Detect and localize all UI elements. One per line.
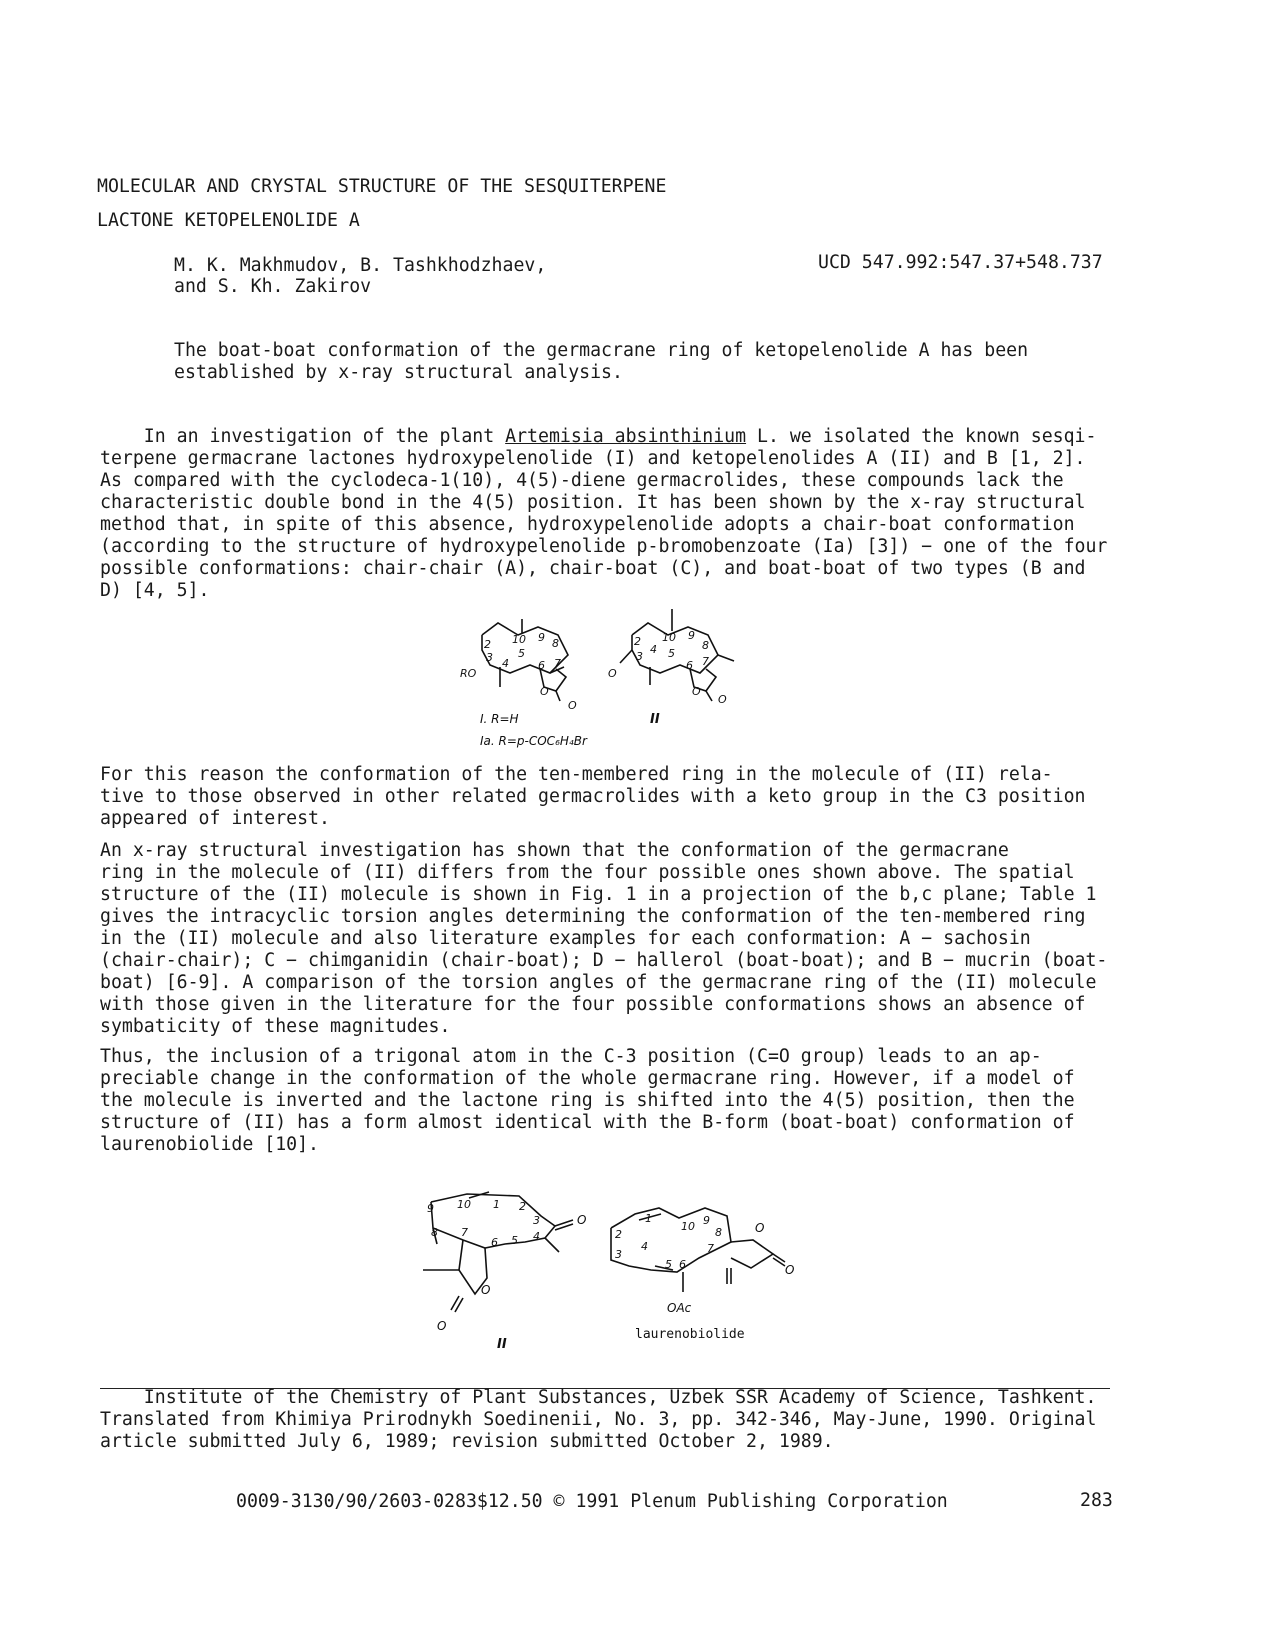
svg-text:O: O <box>692 685 701 698</box>
structure-II-model-drawing <box>423 1192 586 1333</box>
structures-figure-2 <box>415 1188 815 1358</box>
text-line: gives the intracyclic torsion angles determining the conformation of the ten-membered ring <box>100 906 1086 927</box>
text-line: Institute of the Chemistry of Plant Substances, Uzbek SSR Academy of Science, Tashkent. <box>100 1387 1097 1408</box>
svg-text:5: 5 <box>511 1234 518 1247</box>
svg-text:5: 5 <box>668 647 675 660</box>
svg-text:3: 3 <box>486 651 493 664</box>
oac-group: OAc <box>667 1301 692 1315</box>
text-line: For this reason the conformation of the ten-membered ring in the molecule of (II) rela- <box>100 764 1053 785</box>
svg-text:5: 5 <box>518 647 525 660</box>
svg-text:10: 10 <box>457 1198 471 1211</box>
text-line: characteristic double bond in the 4(5) position. It has been shown by the x-ray structural <box>100 492 1086 513</box>
svg-text:4: 4 <box>533 1230 540 1243</box>
svg-text:2: 2 <box>615 1228 622 1241</box>
text-line: Thus, the inclusion of a trigonal atom in the C-3 position (C=O group) leads to an ap- <box>100 1046 1042 1067</box>
svg-text:9: 9 <box>427 1202 434 1215</box>
authors-line-1: M. K. Makhmudov, B. Tashkhodzhaev, <box>174 255 547 276</box>
text-line: In an investigation of the plant Artemisia absinthinium L. we isolated the known sesqi- <box>100 426 1097 447</box>
text-line: possible conformations: chair-chair (A), chair-boat (C), and boat-boat of two types (B and <box>100 558 1086 579</box>
text-line: appeared of interest. <box>100 808 330 829</box>
svg-text:8: 8 <box>552 637 559 650</box>
svg-text:7: 7 <box>707 1242 714 1255</box>
svg-text:6: 6 <box>538 659 545 672</box>
abstract-line-2: established by x-ray structural analysis. <box>174 362 623 383</box>
svg-text:O: O <box>481 1283 491 1297</box>
svg-text:6: 6 <box>679 1258 686 1271</box>
label-structure-II: II <box>650 712 660 727</box>
text-line: structure of (II) has a form almost identical with the B-form (boat-boat) conformation of <box>100 1112 1075 1133</box>
svg-text:9: 9 <box>538 631 545 644</box>
svg-text:8: 8 <box>431 1226 438 1239</box>
text-line: symbaticity of these magnitudes. <box>100 1016 451 1037</box>
svg-text:O: O <box>437 1319 447 1333</box>
text-line: terpene germacrane lactones hydroxypelenolide (I) and ketopelenolides A (II) and B [1, 2]. <box>100 448 1086 469</box>
structure-I-drawing <box>460 619 577 712</box>
svg-text:2: 2 <box>519 1200 526 1213</box>
svg-text:3: 3 <box>533 1214 540 1227</box>
text-line: method that, in spite of this absence, hydroxypelenolide adopts a chair-boat conformation <box>100 514 1075 535</box>
label-structure-I: I. R=H <box>480 712 519 726</box>
svg-text:4: 4 <box>502 657 509 670</box>
svg-text:7: 7 <box>554 657 561 670</box>
label-structure-Ia: Ia. R=p-COC₆H₄Br <box>480 734 587 748</box>
svg-text:10: 10 <box>512 633 526 646</box>
text-line: (chair-chair); C − chimganidin (chair-boat); D − hallerol (boat-boat); and B − mucrin (boat- <box>100 950 1108 971</box>
svg-text:8: 8 <box>715 1226 722 1239</box>
svg-text:1: 1 <box>493 1198 500 1211</box>
svg-text:8: 8 <box>702 639 709 652</box>
text-line: ring in the molecule of (II) differs from the four possible ones shown above. The spatial <box>100 862 1075 883</box>
svg-text:1: 1 <box>645 1212 652 1225</box>
text-line: with those given in the literature for the four possible conformations shows an absence of <box>100 994 1086 1015</box>
page-number: 283 <box>1080 1490 1113 1511</box>
svg-text:O: O <box>755 1221 765 1235</box>
svg-text:RO: RO <box>460 667 477 680</box>
svg-text:3: 3 <box>636 650 643 663</box>
text-line: boat) [6-9]. A comparison of the torsion angles of the germacrane ring of the (II) molecule <box>100 972 1097 993</box>
svg-text:9: 9 <box>703 1214 710 1227</box>
svg-text:10: 10 <box>681 1220 695 1233</box>
svg-text:O: O <box>568 699 577 712</box>
text-line: article submitted July 6, 1989; revision submitted October 2, 1989. <box>100 1431 834 1452</box>
svg-text:6: 6 <box>491 1236 498 1249</box>
abstract-line-1: The boat-boat conformation of the germacrane ring of ketopelenolide A has been <box>174 340 1029 361</box>
svg-text:O: O <box>785 1263 795 1277</box>
paragraph-conclusion <box>100 1046 1120 1156</box>
text-line: D) [4, 5]. <box>100 580 210 601</box>
structure-II-drawing <box>608 609 734 706</box>
udc-code: UCD 547.992:547.37+548.737 <box>818 252 1103 273</box>
title-line-1: MOLECULAR AND CRYSTAL STRUCTURE OF THE SESQUITERPENE <box>97 176 667 197</box>
svg-text:O: O <box>577 1213 587 1227</box>
text-line: An x-ray structural investigation has shown that the conformation of the germacrane <box>100 840 1009 861</box>
label-laurenobiolide: laurenobiolide <box>635 1327 745 1342</box>
species-name: Artemisia absinthinium <box>505 426 747 447</box>
text-line: As compared with the cyclodeca-1(10), 4(5)-diene germacrolides, these compounds lack the <box>100 470 1064 491</box>
text-line: laurenobiolide [10]. <box>100 1134 319 1155</box>
title-line-2: LACTONE KETOPELENOLIDE A <box>97 210 360 231</box>
svg-text:7: 7 <box>702 655 709 668</box>
svg-text:2: 2 <box>634 635 641 648</box>
text-line: the molecule is inverted and the lactone ring is shifted into the 4(5) position, then the <box>100 1090 1075 1111</box>
text-line: preciable change in the conformation of the whole germacrane ring. However, if a model of <box>100 1068 1075 1089</box>
authors-line-2: and S. Kh. Zakirov <box>174 276 372 297</box>
footnote <box>100 1387 1120 1453</box>
paragraph-conformation-interest <box>100 764 1120 830</box>
svg-text:6: 6 <box>686 659 693 672</box>
svg-text:3: 3 <box>615 1248 622 1261</box>
svg-text:7: 7 <box>461 1226 468 1239</box>
svg-text:O: O <box>718 693 727 706</box>
text-line: structure of the (II) molecule is shown in Fig. 1 in a projection of the b,c plane; Table 1 <box>100 884 1097 905</box>
svg-text:2: 2 <box>484 638 491 651</box>
svg-text:O: O <box>540 685 549 698</box>
structures-figure-1 <box>440 605 770 755</box>
footer-code: 0009-3130/90/2603-0283$12.50 © 1991 Plenum Publishing Corporation <box>236 1491 948 1512</box>
svg-text:O: O <box>608 667 617 680</box>
text-line: Translated from Khimiya Prirodnykh Soedinenii, No. 3, pp. 342-346, May-June, 1990. Original <box>100 1409 1097 1430</box>
svg-text:10: 10 <box>662 631 676 644</box>
paragraph-xray-results <box>100 840 1120 1038</box>
text-line: in the (II) molecule and also literature examples for each conformation: A − sachosin <box>100 928 1031 949</box>
text-line: tive to those observed in other related germacrolides with a keto group in the C3 position <box>100 786 1086 807</box>
paragraph-intro <box>100 426 1120 602</box>
svg-text:5: 5 <box>665 1258 672 1271</box>
text-line: (according to the structure of hydroxypelenolide p-bromobenzoate (Ia) [3]) − one of the four <box>100 536 1108 557</box>
svg-text:4: 4 <box>641 1240 648 1253</box>
label-structure-II-bottom: II <box>497 1337 507 1352</box>
laurenobiolide-drawing <box>611 1208 794 1315</box>
svg-text:9: 9 <box>688 629 695 642</box>
svg-text:4: 4 <box>650 643 657 656</box>
